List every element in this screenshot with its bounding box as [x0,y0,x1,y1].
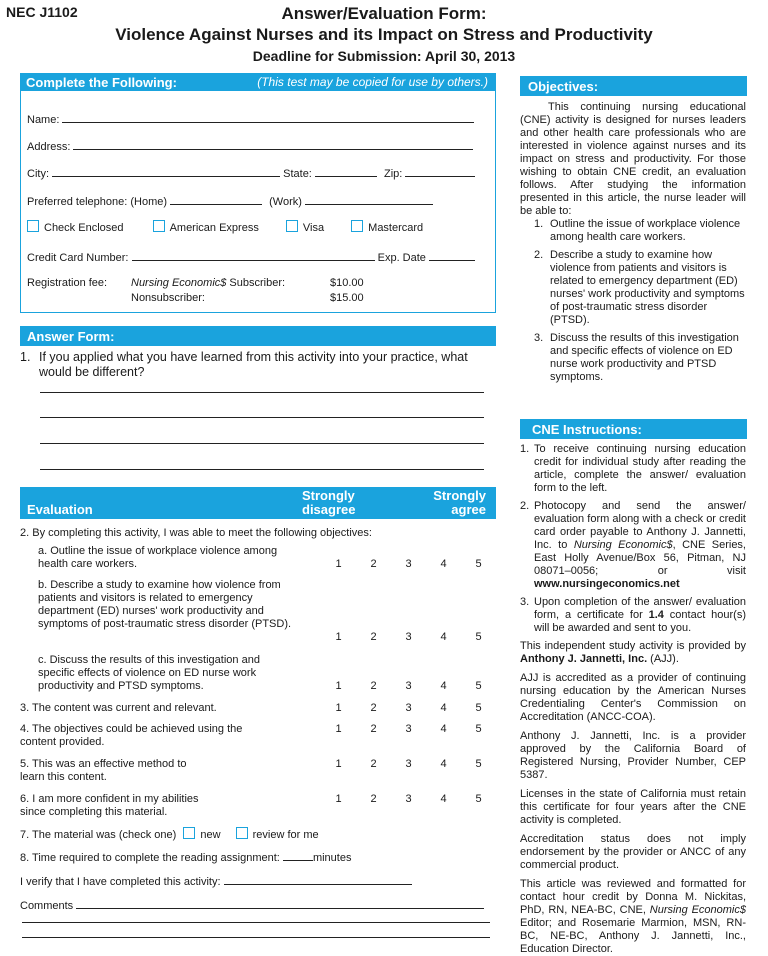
evaluation-heading: Evaluation [27,502,93,517]
comments-line[interactable] [22,937,490,938]
checkbox-icon[interactable] [236,827,248,839]
visa-option[interactable] [286,222,324,234]
rating-2[interactable]: 2 [370,558,377,570]
q1-text: If you applied what you have learned from this activity into your practice, what would be different? [39,350,468,379]
rating-5[interactable]: 5 [475,793,482,805]
zip-field[interactable] [405,164,475,177]
q4-text: 4. The objectives could be achieved using the content provided. [20,723,243,748]
rating-5[interactable]: 5 [475,758,482,770]
subscriber-text: Subscriber: [226,277,286,289]
rating-5[interactable]: 5 [475,558,482,570]
subscriber-label [131,277,285,289]
rating-4[interactable]: 4 [440,680,447,692]
cne-step: 3. Upon completion of the answer/ evaluation form, a certificate for 1.4 contact hour(s) will be awarded and sent to you. [520,596,746,634]
q5-text: 5. This was an effective method to learn this content. [20,758,187,783]
checkbox-icon[interactable] [286,220,298,232]
rating-row-a[interactable] [321,558,496,571]
checkbox-icon[interactable] [351,220,363,232]
q8-minutes-field[interactable] [283,850,313,861]
check-enclosed-option[interactable] [27,222,124,234]
article-title: Violence Against Nurses and its Impact on Stress and Productivity [115,25,653,44]
zip-label: Zip: [384,168,403,180]
rating-2[interactable]: 2 [370,680,377,692]
rating-1[interactable]: 1 [335,758,342,770]
provider-note: This independent study activity is provided by Anthony J. Jannetti, Inc. (AJJ). [520,640,746,665]
website-link[interactable]: www.nursingeconomics.net [534,578,680,590]
form-code: NEC J1102 [6,4,78,20]
q1-answer-line[interactable] [40,417,484,418]
objective-c-text: c. Discuss the results of this investigation and specific effects of violence on ED nurse work productivity and PTSD symptoms. [38,654,260,692]
subscriber-fee: $10.00 [330,277,364,289]
rating-1[interactable]: 1 [335,680,342,692]
checkbox-icon[interactable] [183,827,195,839]
amex-label: American Express [169,222,259,234]
journal-name: Nursing Economic$ [131,277,227,289]
address-field[interactable] [73,137,473,150]
rating-2[interactable]: 2 [370,793,377,805]
comments-label: Comments [20,900,74,912]
endorsement-note: Accreditation status does not imply endorsement by the provider or ANCC of any commercial product. [520,833,746,871]
work-phone-label: (Work) [269,196,302,208]
payment-row [27,220,423,234]
rating-3[interactable]: 3 [405,793,412,805]
license-note: Licenses in the state of California must retain this certificate for four years after the CNE activity is completed. [520,788,746,826]
objective-a-text: a. Outline the issue of workplace violence among health care workers. [38,545,278,570]
rating-5[interactable]: 5 [475,631,482,643]
cne-heading: CNE Instructions: [520,419,747,439]
phone-row [27,192,433,208]
rating-3[interactable]: 3 [405,631,412,643]
card-row [27,248,475,264]
answer-heading: Answer Form: [20,326,496,346]
q1-answer-line[interactable] [40,443,484,444]
rating-4[interactable]: 4 [440,758,447,770]
state-field[interactable] [315,164,377,177]
verify-text: I verify that I have completed this activity: [20,876,221,888]
rating-3[interactable]: 3 [405,702,412,714]
q7-row [20,827,319,842]
q8-row [20,850,351,865]
city-label: City: [27,168,49,180]
rating-3[interactable]: 3 [405,558,412,570]
rating-2[interactable]: 2 [370,723,377,735]
comments-field[interactable] [76,898,484,909]
deadline: Deadline for Submission: April 30, 2013 [252,48,516,64]
q7-new-label: new [200,829,221,841]
copy-note: (This test may be copied for use by others.) [257,75,488,89]
amex-option[interactable] [153,222,259,234]
accreditation-note: AJJ is accredited as a provider of continuing nursing education by the American Nurses Credentialing Center's Commission on Accreditation (ANCC-COA). [520,672,746,723]
name-label: Name: [27,114,60,126]
rating-4[interactable]: 4 [440,793,447,805]
verify-row [20,874,412,889]
objectives-body [520,101,746,384]
card-field[interactable] [132,248,375,261]
rating-4[interactable]: 4 [440,558,447,570]
strongly-disagree-label: Strongly disagree [302,488,356,517]
rating-row-5[interactable] [321,758,496,771]
rating-1[interactable]: 1 [335,631,342,643]
objective-item: 2. Describe a study to examine how violence from patients and visitors is related to emergency department (ED) nurses' work productivity and symptoms of post-traumatic stress disorder (PTSD). [534,249,745,326]
rating-2[interactable]: 2 [370,758,377,770]
comments-row [20,898,484,913]
rating-1[interactable]: 1 [335,558,342,570]
q8-text: 8. Time required to complete the reading assignment: [20,852,280,864]
objective-b-text: b. Describe a study to examine how violence from patients and visitors is related to emergency department (ED) nurses' work productivity and symptoms of post-traumatic stress disorder (PTSD). [38,579,292,630]
exp-field[interactable] [429,248,475,261]
rating-4[interactable]: 4 [440,631,447,643]
complete-heading-bar [20,73,496,91]
q2-text: 2. By completing this activity, I was able to meet the following objectives: [20,527,372,539]
cne-step: 2. Photocopy and send the answer/ evaluation form along with a check or credit card order payable to Anthony J. Jannetti, Inc. to Nursing Economic$, CNE Series, East Holly Avenue/Box 56, Pitman, NJ 08071–0056; or visit www.nursingeconomics.net [520,500,746,590]
city-field[interactable] [52,164,280,177]
california-note: Anthony J. Jannetti, Inc. is a provider approved by the California Board of Registered Nursing, Provider Number, CEP 5387. [520,730,746,781]
strongly-agree-label: Strongly agree [433,488,486,517]
work-phone-field[interactable] [305,192,433,205]
rating-2[interactable]: 2 [370,702,377,714]
verify-signature-field[interactable] [224,874,412,885]
exp-label: Exp. Date [377,252,426,264]
cne-body [520,443,746,956]
home-phone-label: Preferred telephone: (Home) [27,196,168,208]
checkbox-icon[interactable] [27,220,39,232]
rating-4[interactable]: 4 [440,702,447,714]
card-label: Credit Card Number: [27,252,129,264]
reg-label: Registration fee: [27,277,108,289]
rating-4[interactable]: 4 [440,723,447,735]
city-row [27,164,475,180]
objective-item: 3. Discuss the results of this investigation and specific effects of violence on ED nurse work productivity and PTSD symptoms. [534,332,739,383]
evaluation-bar [20,487,496,519]
visa-label: Visa [302,222,325,234]
state-label: State: [283,168,312,180]
rating-1[interactable]: 1 [335,723,342,735]
complete-heading: Complete the Following: [26,75,177,90]
rating-5[interactable]: 5 [475,723,482,735]
q7-review-label: review for me [252,829,319,841]
address-label: Address: [27,141,71,153]
mastercard-label: Mastercard [368,222,424,234]
objectives-intro: This continuing nursing educational (CNE) activity is designed for nurses leaders and other health care professionals who are interested in violence against nurses and its impact on stress and productivity. For those wishing to obtain CNE credit, an evaluation follows. After studying the information presented in this article, the nurse leader will be able to: [520,101,746,217]
q6-text: 6. I am more confident in my abilities since completing this material. [20,793,199,818]
objective-item: 1. Outline the issue of workplace violence among health care workers. [534,218,741,243]
form-title: Answer/Evaluation Form: [281,4,487,23]
checkbox-icon[interactable] [153,220,165,232]
rating-row-3[interactable] [321,702,496,715]
comments-line[interactable] [22,922,490,923]
objectives-heading: Objectives: [520,76,747,96]
rating-1[interactable]: 1 [335,702,342,714]
rating-1[interactable]: 1 [335,793,342,805]
rating-2[interactable]: 2 [370,631,377,643]
cne-step: 1. To receive continuing nursing education credit for individual study after reading the article, complete the answer/ evaluation form to the left. [520,443,746,494]
q8-unit: minutes [312,852,352,864]
rating-row-c[interactable] [321,680,496,693]
mastercard-option[interactable] [351,222,423,234]
q1-number: 1. [20,350,31,364]
review-note: This article was reviewed and formatted for contact hour credit by Donna M. Nickitas, PhD, RN, NEA-BC, CNE, Nursing Economic$ Editor; and Rosemarie Marmion, MSN, RN-BC, NE-BC, Anthony J. Jannetti, Inc., Education Director. [520,878,746,955]
objectives-list [530,218,746,384]
nonsubscriber-fee: $15.00 [330,292,364,304]
q1-answer-line[interactable] [40,469,484,470]
name-row [27,110,474,126]
q1-answer-line[interactable] [40,392,484,393]
rating-5[interactable]: 5 [475,702,482,714]
rating-5[interactable]: 5 [475,680,482,692]
address-row [27,137,473,153]
cne-steps [520,443,746,635]
rating-row-6[interactable] [321,793,496,806]
rating-3[interactable]: 3 [405,758,412,770]
name-field[interactable] [62,110,474,123]
q7-text: 7. The material was (check one) [20,829,177,841]
rating-row-b[interactable] [321,631,496,644]
nonsubscriber-label: Nonsubscriber: [131,292,205,304]
rating-3[interactable]: 3 [405,680,412,692]
home-phone-field[interactable] [170,192,262,205]
rating-row-4[interactable] [321,723,496,736]
q3-text: 3. The content was current and relevant. [20,702,217,714]
rating-3[interactable]: 3 [405,723,412,735]
check-enclosed-label: Check Enclosed [44,222,124,234]
